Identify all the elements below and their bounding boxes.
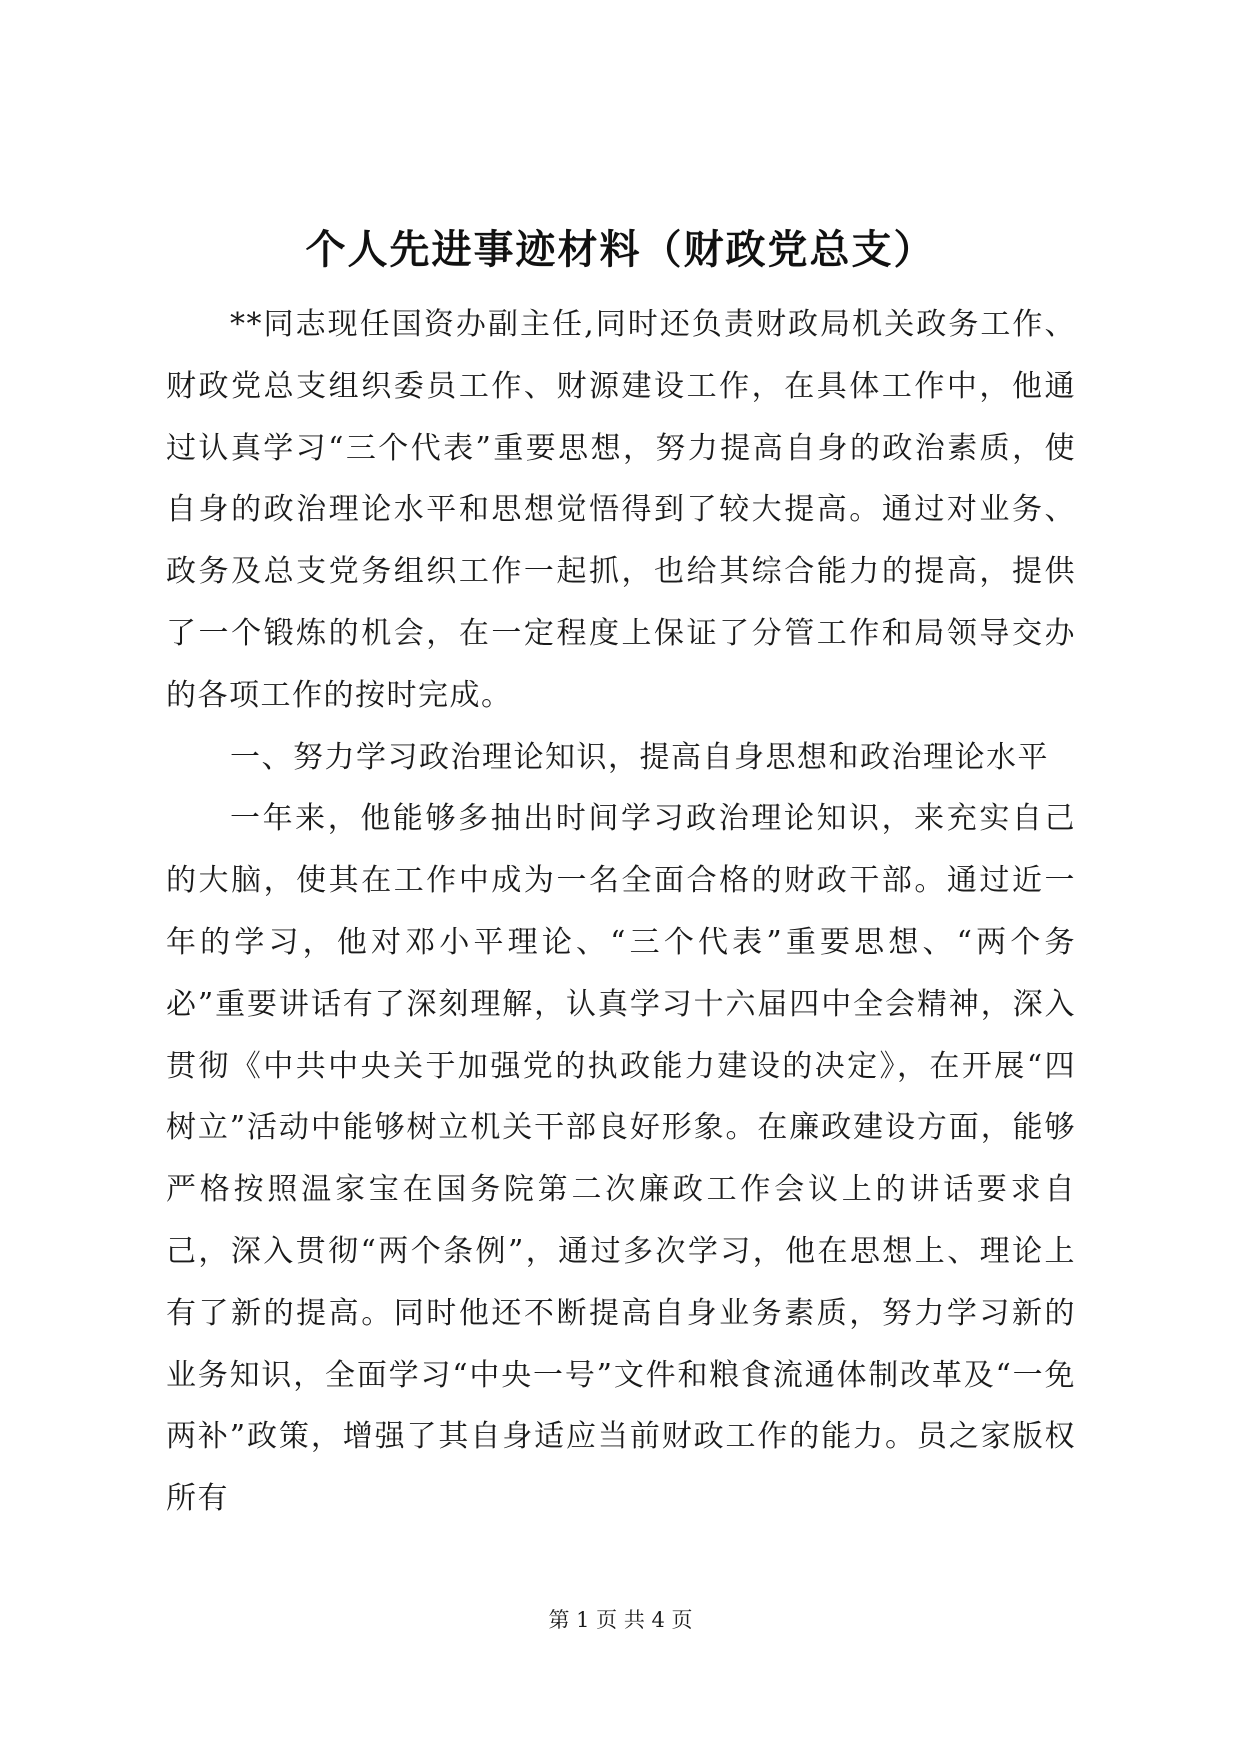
- paragraph-intro: **同志现任国资办副主任,同时还负责财政局机关政务工作、财政党总支组织委员工作、财源建设工作，在具体工作中，他通过认真学习“三个代表”重要思想，努力提高自身的政治素质，使自身的政治理论水平和思想觉悟得到了较大提高。通过对业务、政务及总支党务组织工作一起抓，也给其综合能力的提高，提供了一个锻炼的机会，在一定程度上保证了分管工作和局领导交办的各项工作的按时完成。: [166, 307, 1076, 713]
- section-heading-1: 一、努力学习政治理论知识，提高自身思想和政治理论水平: [230, 739, 1049, 775]
- paragraph-section-1: 一年来，他能够多抽出时间学习政治理论知识，来充实自己的大脑，使其在工作中成为一名全面合格的财政干部。通过近一年的学习，他对邓小平理论、“三个代表”重要思想、“两个务必”重要讲话有了深刻理解，认真学习十六届四中全会精神，深入贯彻《中共中央关于加强党的执政能力建设的决定》，在开展“四树立”活动中能够树立机关干部良好形象。在廉政建设方面，能够严格按照温家宝在国务院第二次廉政工作会议上的讲话要求自己，深入贯彻“两个条例”，通过多次学习，他在思想上、理论上有了新的提高。同时他还不断提高自身业务素质，努力学习新的业务知识，全面学习“中央一号”文件和粮食流通体制改革及“一免两补”政策，增强了其自身适应当前财政工作的能力。员之家版权所有: [166, 801, 1076, 1517]
- page-number-footer: 第 1 页 共 4 页: [548, 1608, 693, 1632]
- document-body: [166, 294, 1076, 1530]
- document-title: 个人先进事迹材料（财政党总支）: [305, 226, 936, 273]
